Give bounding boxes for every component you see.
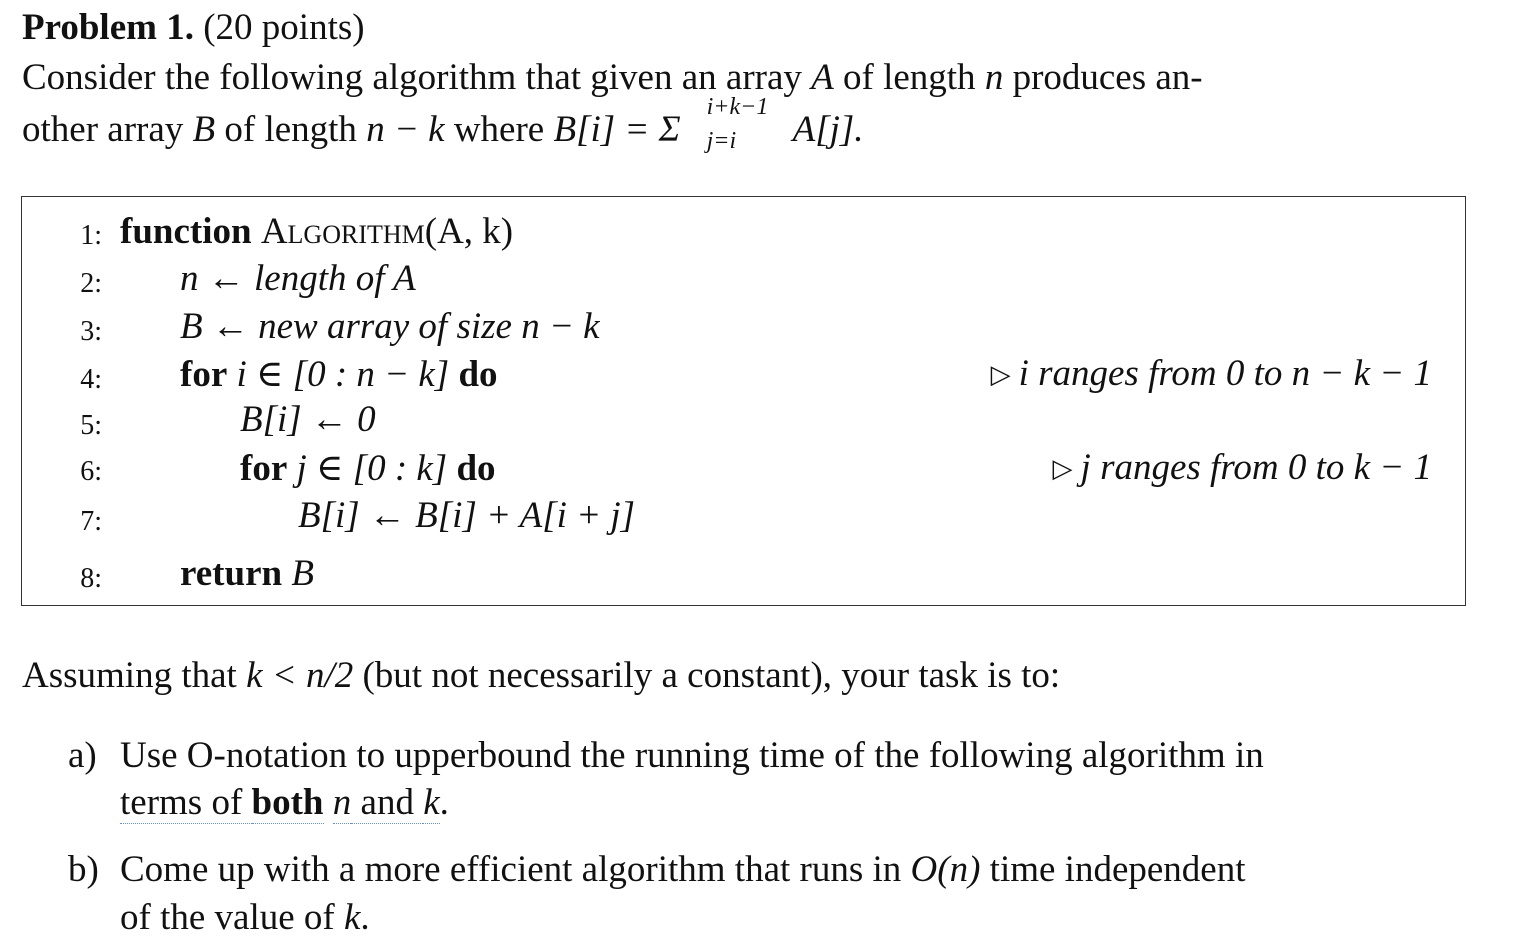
function-name: Algorithm (260, 211, 425, 252)
intro-line-2 (22, 94, 864, 154)
var-n: n (984, 57, 1004, 98)
line-number: 7: (80, 506, 102, 537)
assumption-text: (but not necessarily a constant), your task is to: (353, 655, 1061, 696)
var-A: A (811, 57, 834, 98)
item-a-bold-both: both (251, 782, 324, 823)
var-k: k (423, 782, 440, 823)
item-b-line-1 (120, 848, 1246, 891)
sum-limits (681, 94, 793, 154)
keyword-function: function (120, 211, 252, 252)
algo-line-6 (240, 446, 496, 490)
item-b-label: b) (68, 849, 99, 890)
keyword-for: for (180, 354, 228, 395)
return-value: B (291, 553, 314, 594)
item-b-text: of the value of (120, 897, 344, 938)
comment-triangle-icon: ▷ (1052, 454, 1073, 483)
intro-text: of length (215, 109, 367, 150)
line-number: 5: (80, 410, 102, 441)
intro-text: Consider the following algorithm that given an array (22, 57, 812, 98)
problem-points: (20 points) (203, 7, 365, 48)
assumption-paragraph (22, 654, 1060, 697)
item-a-text: terms of (120, 782, 252, 823)
item-b-text: . (360, 897, 370, 938)
problem-title: Problem 1. (22, 7, 194, 48)
comment-text: j ranges from 0 to k − 1 (1080, 447, 1432, 488)
item-b-text: Come up with a more efficient algorithm that runs in (120, 849, 911, 890)
line-number: 6: (80, 456, 102, 487)
algo-line-1 (120, 210, 513, 253)
sum-term: A[j]. (792, 109, 864, 150)
function-params: (A, k) (424, 211, 514, 252)
line-number: 2: (80, 268, 102, 299)
intro-text: where (444, 109, 554, 150)
item-a-text: . (439, 782, 449, 823)
line-number: 8: (80, 563, 102, 594)
big-o-expr: O(n) (910, 849, 981, 890)
loop-range: i ∈ [0 : n − k] (236, 354, 450, 395)
sum-formula: B[i] = Σ (553, 109, 681, 150)
sum-lower-limit: j=i (706, 128, 737, 154)
intro-text: other array (22, 109, 193, 150)
algo-line-8 (180, 552, 314, 595)
algo-line-7: B[i] ← B[i] + A[i + j] (298, 495, 636, 536)
item-a-line-2 (120, 781, 449, 824)
sum-upper-limit: i+k−1 (706, 94, 769, 120)
algo-comment-6 (1053, 446, 1432, 489)
assumption-expr: k < n/2 (246, 655, 354, 696)
intro-text: of length (833, 57, 985, 98)
problem-heading (22, 6, 365, 49)
comment-text: i ranges from 0 to n − k − 1 (1018, 353, 1432, 394)
algo-line-2: n ← length of A (180, 258, 416, 299)
item-a-text: and (351, 782, 424, 823)
comment-triangle-icon: ▷ (990, 360, 1011, 389)
keyword-do: do (456, 448, 496, 489)
line-number: 4: (80, 364, 102, 395)
algo-comment-4 (991, 352, 1432, 395)
var-k: k (343, 897, 361, 938)
var-n: n (332, 782, 352, 823)
algo-line-5: B[i] ← 0 (240, 399, 376, 440)
item-a-line-1: Use O-notation to upperbound the running time of the following algorithm in (120, 735, 1264, 776)
line-number: 1: (80, 220, 102, 251)
intro-text: produces an- (1003, 57, 1203, 98)
algo-line-3: B ← new array of size n − k (180, 306, 600, 347)
intro-line-1 (22, 56, 1203, 99)
assumption-text: Assuming that (22, 655, 247, 696)
item-b-text: time independent (980, 849, 1246, 890)
keyword-return: return (180, 553, 283, 594)
expr-n-minus-k: n − k (366, 109, 445, 150)
var-B: B (192, 109, 216, 150)
algo-line-4 (180, 352, 498, 396)
line-number: 3: (80, 316, 102, 347)
loop-range: j ∈ [0 : k] (296, 448, 448, 489)
keyword-do: do (458, 354, 498, 395)
item-a-label: a) (68, 735, 97, 776)
item-b-line-2 (120, 896, 370, 939)
keyword-for: for (240, 448, 288, 489)
